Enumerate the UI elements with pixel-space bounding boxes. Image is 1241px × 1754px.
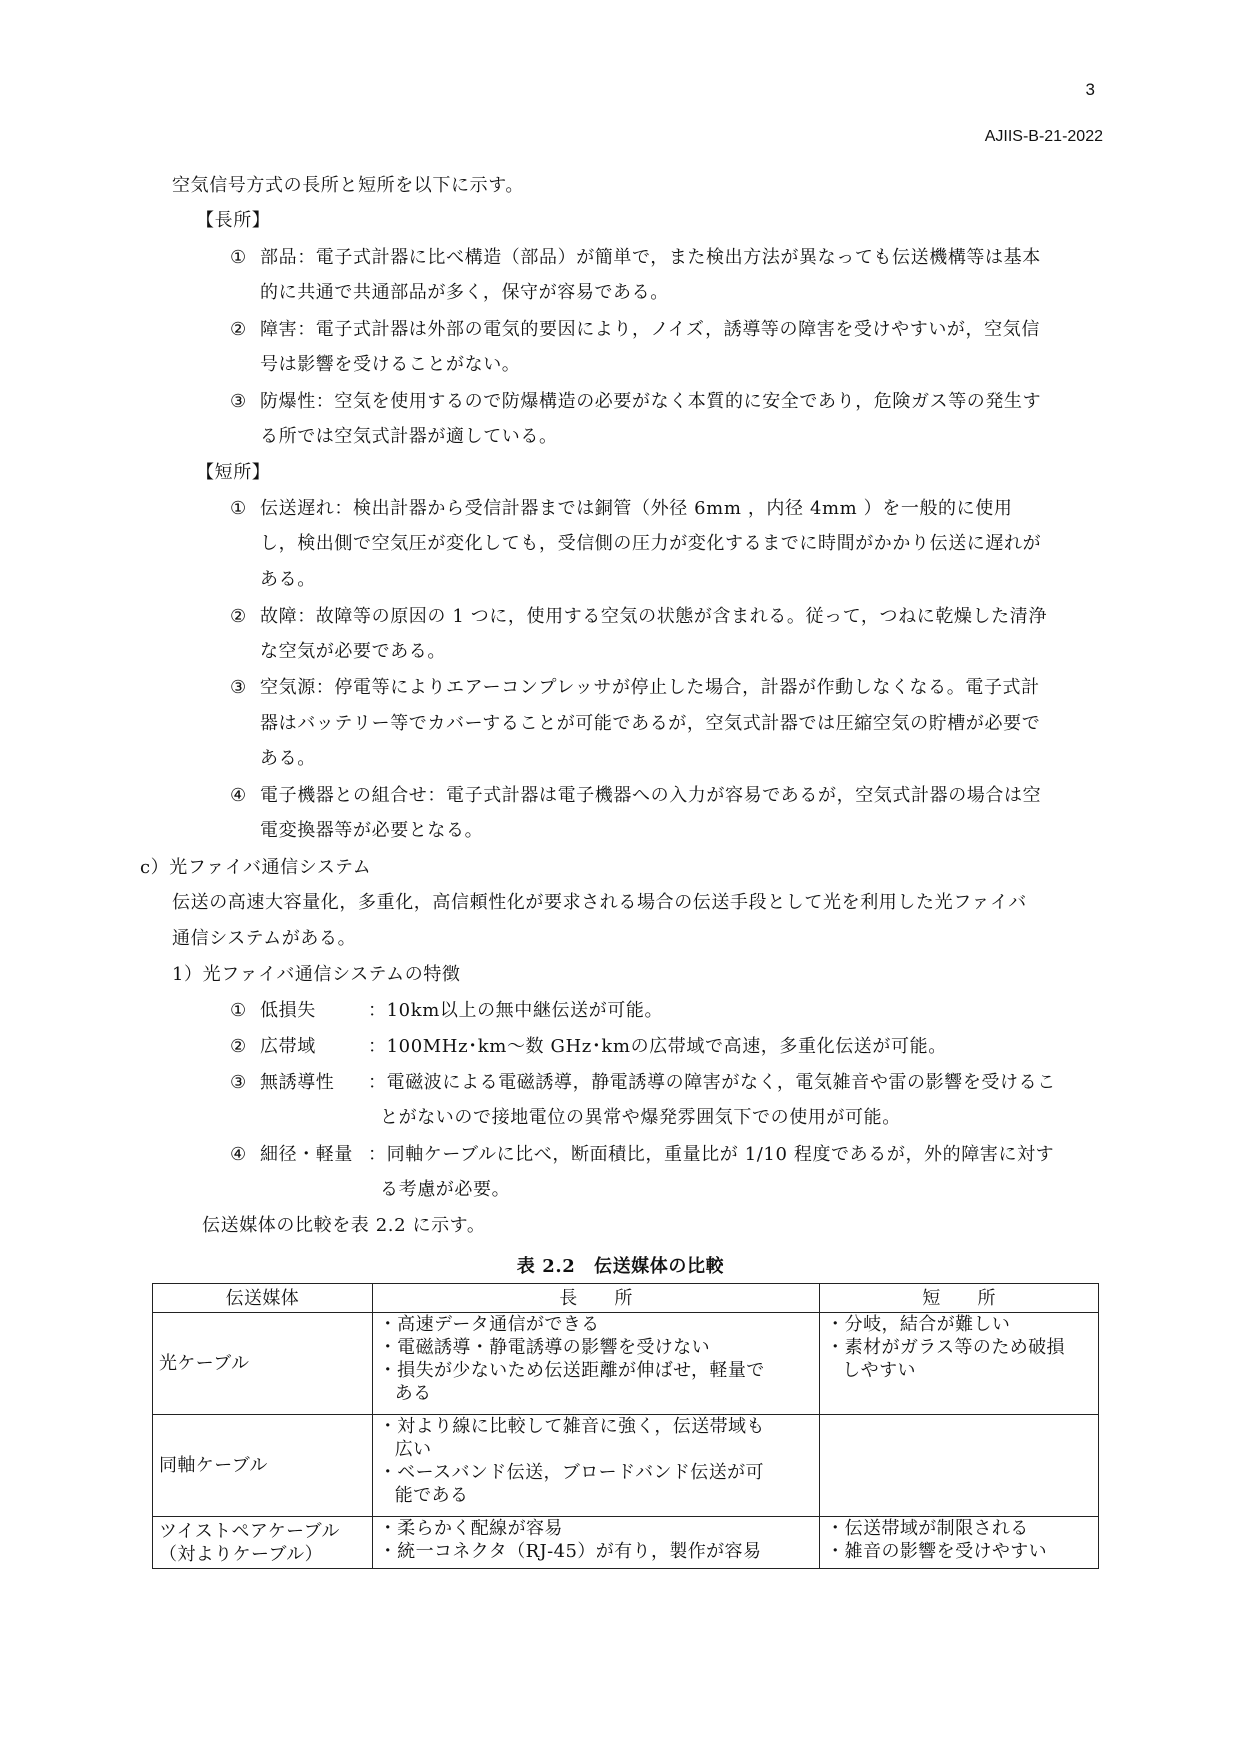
table-reference: 伝送媒体の比較を表 2.2 に示す。 <box>202 1215 486 1236</box>
feature-item-cont: とがないので接地電位の異常や爆発雰囲気下での使用が可能。 <box>380 1107 901 1128</box>
demerits-heading: 【短所】 <box>196 462 271 483</box>
header-cons: 短 所 <box>820 1284 1099 1313</box>
feature-item: ② 広帯域 ：100MHz･km～数 GHz･kmの広帯域で高速，多重化伝送が可能。 <box>230 1036 947 1057</box>
list-item-cont: ある。 <box>260 748 316 769</box>
list-item: ④ 電子機器との組合せ：電子式計器は電子機器への入力が容易であるが，空気式計器の場合は空 <box>230 785 1042 806</box>
section-heading: c）光ファイバ通信システム <box>140 857 372 878</box>
list-item: ① 伝送遅れ：検出計器から受信計器までは銅管（外径 6mm ，内径 4mm ）を一般的に使用 <box>230 498 1013 519</box>
list-item: ③ 防爆性：空気を使用するので防爆構造の必要がなく本質的に安全であり，危険ガス等の発生す <box>230 391 1042 412</box>
list-item: ③ 空気源：停電等によりエアーコンプレッサが停止した場合，計器が作動しなくなる。電子式計 <box>230 677 1040 698</box>
header-medium: 伝送媒体 <box>153 1284 373 1313</box>
feature-item: ④ 細径・軽量 ：同軸ケーブルに比べ，断面積比，重量比が 1/10 程度であるが，外的障害に対す <box>230 1144 1055 1165</box>
list-item-cont: な空気が必要である。 <box>260 641 446 662</box>
list-item-cont: 号は影響を受けることがない。 <box>260 354 521 375</box>
cell-medium: 同軸ケーブル <box>153 1415 373 1517</box>
subsection-heading: 1）光ファイバ通信システムの特徴 <box>172 964 461 985</box>
paragraph-line: 伝送の高速大容量化，多重化，高信頼性化が要求される場合の伝送手段として光を利用した光ファイバ <box>172 892 1027 913</box>
list-item-cont: 電変換器等が必要となる。 <box>260 820 484 841</box>
paragraph-line: 通信システムがある。 <box>172 928 357 949</box>
list-item: ① 部品：電子式計器に比べ構造（部品）が簡単で，また検出方法が異なっても伝送機構等は基本 <box>230 247 1041 268</box>
table-row <box>153 1313 1099 1415</box>
list-item-cont: し，検出側で空気圧が変化しても，受信側の圧力が変化するまでに時間がかかり伝送に遅れが <box>260 533 1042 554</box>
table-row <box>153 1415 1099 1517</box>
table-header-row <box>153 1284 1099 1313</box>
page-number: 3 <box>1085 80 1095 99</box>
cell-pros: ・柔らかく配線が容易 ・統一コネクタ（RJ-45）が有り，製作が容易 <box>372 1517 820 1569</box>
cell-pros: ・高速データ通信ができる ・電磁誘導・静電誘導の影響を受けない ・損失が少ないため伝送距離が伸ばせ，軽量で ある <box>372 1313 820 1415</box>
list-item-cont: 的に共通で共通部品が多く，保守が容易である。 <box>260 282 669 303</box>
merits-heading: 【長所】 <box>196 210 271 231</box>
table-row <box>153 1517 1099 1569</box>
feature-item: ③ 無誘導性 ：電磁波による電磁誘導，静電誘導の障害がなく，電気雑音や雷の影響を受けるこ <box>230 1072 1056 1093</box>
cell-cons: ・伝送帯域が制限される ・雑音の影響を受けやすい <box>820 1517 1099 1569</box>
cell-pros: ・対より線に比較して雑音に強く，伝送帯域も 広い ・ベースバンド伝送，ブロードバンド伝送が可 能である <box>372 1415 820 1517</box>
cell-cons: ・分岐，結合が難しい ・素材がガラス等のため破損 しやすい <box>820 1313 1099 1415</box>
document-id: AJIIS-B-21-2022 <box>984 128 1103 145</box>
list-item-cont: 器はバッテリー等でカバーすることが可能であるが，空気式計器では圧縮空気の貯槽が必要で <box>260 713 1041 734</box>
cell-medium: ツイストペアケーブル （対よりケーブル） <box>153 1517 373 1569</box>
list-item-cont: る所では空気式計器が適している。 <box>260 426 558 447</box>
feature-item-cont: る考慮が必要。 <box>380 1179 511 1200</box>
list-item-cont: ある。 <box>260 569 316 590</box>
cell-medium: 光ケーブル <box>153 1313 373 1415</box>
list-item: ② 障害：電子式計器は外部の電気的要因により，ノイズ，誘導等の障害を受けやすいが，空気信 <box>230 319 1040 340</box>
cell-cons <box>820 1415 1099 1517</box>
list-item: ② 故障：故障等の原因の 1 つに，使用する空気の状態が含まれる。従って，つねに乾燥した清浄 <box>230 606 1047 627</box>
table-caption: 表 2.2 伝送媒体の比較 <box>516 1256 725 1277</box>
intro-text: 空気信号方式の長所と短所を以下に示す。 <box>172 175 524 196</box>
header-pros: 長 所 <box>372 1284 820 1313</box>
comparison-table <box>152 1283 1099 1569</box>
feature-item: ① 低損失 ：10km以上の無中継伝送が可能。 <box>230 1000 664 1021</box>
